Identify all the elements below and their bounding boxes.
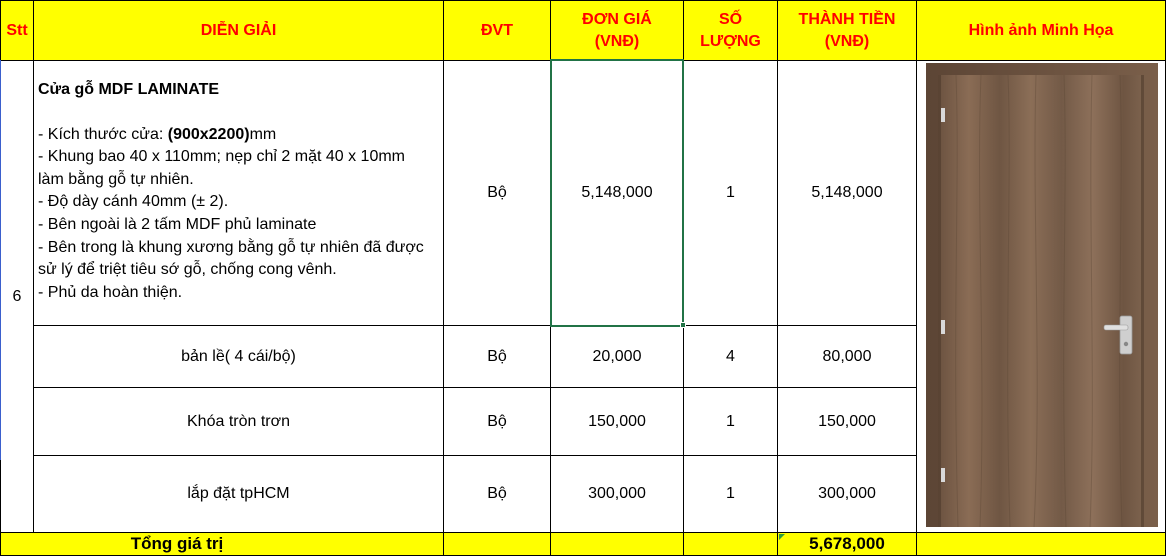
header-so-luong[interactable] bbox=[684, 0, 778, 61]
main-don-gia-value: 5,148,000 bbox=[581, 184, 653, 201]
footer-label-cell[interactable] bbox=[0, 533, 444, 556]
row-so-luong[interactable] bbox=[684, 326, 778, 388]
row-name-value: Khóa tròn trơn bbox=[187, 412, 290, 430]
header-dvt-label: ĐVT bbox=[481, 21, 513, 39]
footer-total-cell[interactable] bbox=[778, 533, 917, 556]
item-spec-line: - Phủ da hoàn thiện. bbox=[38, 283, 183, 301]
row-dvt-value: Bộ bbox=[487, 347, 507, 365]
item-spec-line: - Độ dày cánh 40mm (± 2). bbox=[38, 193, 229, 211]
header-thanh-tien[interactable] bbox=[778, 0, 917, 61]
row-name[interactable] bbox=[34, 388, 444, 456]
row-so-luong-value: 1 bbox=[726, 485, 735, 502]
main-dvt-value: Bộ bbox=[487, 184, 507, 201]
row-don-gia[interactable] bbox=[551, 388, 684, 456]
row-thanh-tien[interactable] bbox=[778, 326, 917, 388]
row-don-gia-value: 150,000 bbox=[588, 412, 646, 430]
footer-don-gia-cell[interactable] bbox=[551, 533, 684, 556]
row-edge-marker bbox=[0, 60, 1, 460]
row-dvt[interactable] bbox=[444, 388, 551, 456]
footer-image-cell[interactable] bbox=[917, 533, 1166, 556]
main-item-so-luong[interactable] bbox=[684, 61, 778, 326]
row-thanh-tien-value: 300,000 bbox=[818, 485, 876, 502]
item-spec-line: - Khung bao 40 x 110mm; nẹp chỉ 2 mặt 40 x 10mm làm bằng gỗ tự nhiên. bbox=[38, 148, 410, 188]
row-don-gia-value: 20,000 bbox=[592, 347, 642, 365]
row-name-value: lắp đặt tpHCM bbox=[187, 485, 290, 502]
header-thanh-tien-line1: THÀNH TIỀN bbox=[798, 10, 896, 28]
header-so-luong-line2: LƯỢNG bbox=[700, 32, 761, 50]
size-suffix: mm bbox=[249, 125, 277, 143]
header-don-gia[interactable] bbox=[551, 0, 684, 61]
header-dvt[interactable] bbox=[444, 0, 551, 61]
row-so-luong-value: 4 bbox=[726, 347, 735, 365]
row-don-gia[interactable] bbox=[551, 456, 684, 533]
row-name-value: bản lề( 4 cái/bộ) bbox=[181, 347, 296, 365]
header-hinh-anh[interactable] bbox=[917, 0, 1166, 61]
footer-dvt-cell[interactable] bbox=[444, 533, 551, 556]
header-thanh-tien-line2: (VNĐ) bbox=[824, 32, 870, 50]
header-dien-giai-label: DIỄN GIẢI bbox=[200, 21, 277, 39]
footer-so-luong-cell[interactable] bbox=[684, 533, 778, 556]
row-thanh-tien[interactable] bbox=[778, 456, 917, 533]
main-thanh-tien-value: 5,148,000 bbox=[811, 184, 883, 201]
header-don-gia-line1: ĐƠN GIÁ bbox=[582, 10, 652, 28]
row-name[interactable] bbox=[34, 326, 444, 388]
item-size-line bbox=[38, 124, 276, 147]
header-so-luong-line1: SỐ bbox=[718, 10, 743, 28]
row-dvt-value: Bộ bbox=[487, 485, 507, 502]
main-so-luong-value: 1 bbox=[726, 184, 735, 201]
row-thanh-tien[interactable] bbox=[778, 388, 917, 456]
size-prefix: - Kích thước cửa: bbox=[38, 125, 168, 143]
row-dvt[interactable] bbox=[444, 456, 551, 533]
header-stt[interactable] bbox=[0, 0, 34, 61]
size-value: (900x2200) bbox=[167, 125, 250, 143]
fill-handle[interactable] bbox=[680, 322, 686, 328]
wooden-door-image bbox=[926, 63, 1158, 527]
header-dien-giai[interactable] bbox=[34, 0, 444, 61]
row-thanh-tien-value: 80,000 bbox=[822, 347, 872, 365]
main-item-thanh-tien[interactable] bbox=[778, 61, 917, 326]
footer-total-value: 5,678,000 bbox=[809, 534, 885, 553]
item-spec-line: - Bên trong là khung xương bằng gỗ tự nhiên đã được sử lý để triệt tiêu sớ gỗ, chống cong vênh. bbox=[38, 238, 429, 279]
error-indicator-icon bbox=[779, 534, 785, 540]
row-dvt[interactable] bbox=[444, 326, 551, 388]
footer-label: Tổng giá trị bbox=[130, 534, 224, 553]
stt-cell[interactable] bbox=[0, 61, 34, 533]
stt-value: 6 bbox=[12, 287, 22, 305]
main-item-dvt[interactable] bbox=[444, 61, 551, 326]
header-don-gia-line2: (VNĐ) bbox=[594, 32, 640, 50]
row-thanh-tien-value: 150,000 bbox=[818, 412, 876, 430]
row-so-luong[interactable] bbox=[684, 456, 778, 533]
item-spec-line: - Bên ngoài là 2 tấm MDF phủ laminate bbox=[38, 215, 317, 233]
row-so-luong[interactable] bbox=[684, 388, 778, 456]
row-so-luong-value: 1 bbox=[726, 412, 735, 430]
main-item-description[interactable] bbox=[34, 61, 444, 326]
row-name[interactable] bbox=[34, 456, 444, 533]
row-don-gia-value: 300,000 bbox=[588, 485, 646, 502]
item-title: Cửa gỗ MDF LAMINATE bbox=[38, 81, 220, 98]
row-don-gia[interactable] bbox=[551, 326, 684, 388]
main-item-don-gia[interactable] bbox=[551, 61, 684, 326]
row-dvt-value: Bộ bbox=[487, 412, 507, 430]
header-stt-label: Stt bbox=[6, 21, 28, 39]
header-hinh-anh-label: Hình ảnh Minh Họa bbox=[968, 21, 1114, 39]
